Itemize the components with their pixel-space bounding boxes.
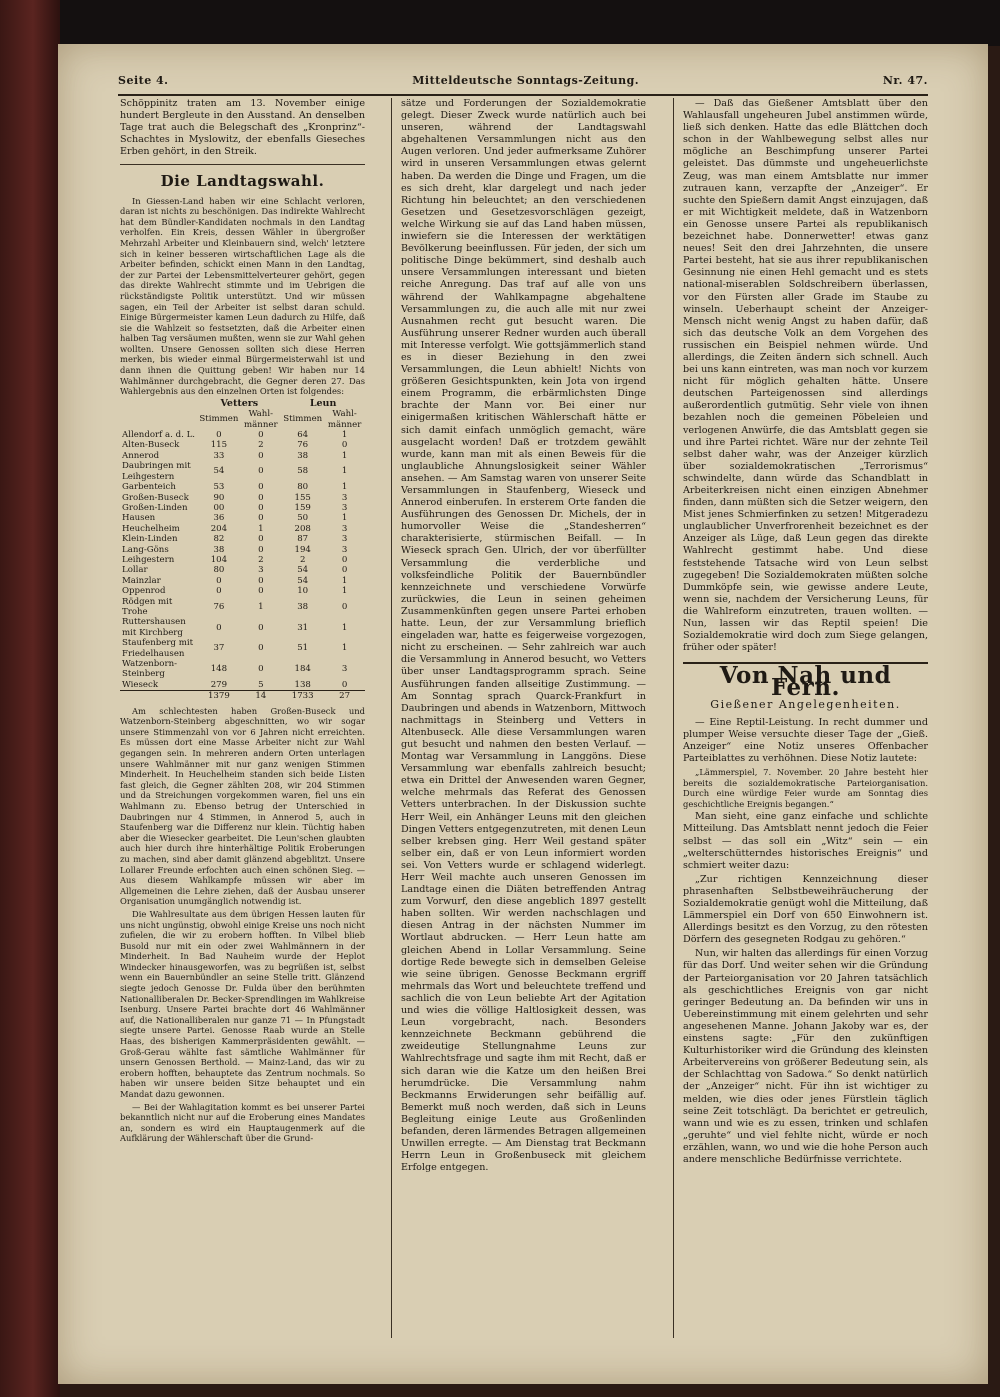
result-cell: 64 [297, 430, 309, 441]
result-cell: 1 [341, 430, 348, 441]
table-row [120, 555, 365, 565]
table-row [120, 524, 365, 534]
result-cell: 0 [216, 575, 222, 586]
result-cell: 0 [258, 492, 264, 503]
result-cell: 0 [216, 622, 222, 633]
result-cell: 155 [294, 492, 311, 503]
table-header-blank [120, 409, 197, 430]
result-cell: 1 [341, 450, 348, 461]
result-cell: 0 [258, 575, 264, 586]
result-cell: 184 [294, 664, 311, 675]
result-cell: 00 [213, 502, 225, 513]
result-cell: 80 [297, 482, 309, 493]
election-results-table [120, 399, 365, 702]
table-row [120, 565, 365, 575]
place-name-cell: Klein-Linden [122, 534, 178, 545]
result-cell: 2 [299, 554, 306, 565]
results-body [120, 430, 365, 691]
place-name-cell: Ruttershausen mit Kirchberg [122, 617, 186, 638]
result-cell: 82 [213, 534, 225, 545]
result-cell: 10 [297, 586, 309, 597]
place-name-cell: Annerod [122, 450, 160, 461]
result-cell: 1 [341, 586, 348, 597]
result-cell: 1 [258, 601, 264, 612]
result-cell: 194 [294, 544, 311, 555]
page-header [118, 74, 928, 92]
result-cell: 138 [294, 679, 311, 690]
result-cell: 0 [258, 450, 264, 461]
table-row [120, 638, 365, 659]
result-cell: 115 [210, 440, 228, 451]
result-cell: 1 [258, 523, 264, 534]
result-cell: 76 [213, 601, 225, 612]
place-name-cell: Oppenrod [122, 586, 166, 597]
total-cell: 1733 [281, 691, 324, 702]
place-name-cell: Lollar [122, 565, 148, 576]
result-cell: 0 [216, 586, 222, 597]
result-cell: 0 [341, 679, 348, 690]
table-row [120, 534, 365, 544]
result-cell: 54 [297, 565, 309, 576]
column-1 [120, 98, 365, 1343]
result-cell: 58 [297, 466, 309, 477]
result-cell: 53 [213, 482, 225, 493]
article-paragraph: Man sieht, eine ganz einfache und schlichte Mitteilung. Das Amtsblatt nennt jedoch die Feier selbst — das soll ein „Witz“ sein — ein „welterschütterndes historisches Ereignis“ und schmiert weiter dazu: [683, 811, 928, 871]
result-cell: 5 [258, 679, 264, 690]
column-3 [683, 98, 928, 1343]
column-divider [673, 98, 674, 1338]
quoted-notice: „Lämmerspiel, 7. November. 20 Jahre besteht hier bereits die sozialdemokratische Parteiorganisation. Durch eine würdige Feier wurde am Sonntag dies geschichtliche Ereignis begangen.“ [683, 766, 928, 809]
place-name-cell: Garbenteich [122, 482, 176, 493]
result-cell: 50 [297, 513, 309, 524]
place-name-cell: Wieseck [122, 679, 159, 690]
total-cell: 27 [324, 691, 365, 702]
table-header-party-1: Vetters [220, 397, 259, 409]
result-cell: 1 [341, 575, 348, 586]
result-cell: 0 [258, 586, 264, 597]
article-paragraph: — Daß das Gießener Amtsblatt über den Wahlausfall ungeheuren Jubel anstimmen würde, ließ sich denken. Hatte das edle Blättchen doch schon in der Wahlbewegung selbst alles nur mögliche an Beschimpfung unserer Partei geleistet. Das dümmste und ungeheuerlichste Zeug, was man einem Amtsblatte nur immer zutrauen kann, verzapfte der „Anzeiger“. Er suchte den Spießern damit Angst einzujagen, daß er mit Wichtigkeit meldete, daß in Watzenborn ein Genosse unsere Partei als republikanisch bezeichnet habe. Donnerwetter! etwas ganz neues! Seit den drei Jahrzehnten, die unsere Partei besteht, hat sie aus ihrer republikanischen Gesinnung nie einen Hehl gemacht und es stets national-miserablen Soldschreibern überlassen, vor den Fürsten aller Grade im Staube zu winseln. Ueberhaupt scheint der Anzeiger-Mensch nicht wenig Angst zu haben dafür, daß sich das deutsche Volk an dem Vorgehen des russischen ein Beispiel nehmen würde. Und allerdings, die Zeiten ändern sich schnell. Auch bei uns kann eintreten, was man noch vor kurzem nicht für möglich gehalten hätte. Unsere deutschen Parteigenossen sind allerdings außerordentlich gutmütig. Sehr viele von ihnen bezahlen noch die gemeinen Pöbeleien und verlogenen Anwürfe, die das Amtsblatt gegen sie und ihre Partei richtet. Wäre nur der zehnte Teil selbst daher wahr, was der Anzeiger kürzlich über sozialdemokratischen „Terrorismus“ schwindelte, dann würde das Schandblatt in Arbeiterkreisen nicht einen einzigen Abnehmer finden, dann müßten sich die Setzer weigern, den Mist jenes Schmierfinken zu setzen! Mitgeradezu unglaublicher Unverfrorenheit bezeichnet es der Anzeiger als Lüge, daß Leun gegen das direkte Wahlrecht gestimmt habe. Und diese feststehende Tatsache wird von Leun selbst zugegeben! Die Sozialdemokraten müßten solche Dummköpfe sein, wie gewisse andere Leute, wenn sie, nachdem der Versicherung Leuns, für die Wahlreform einzutreten, trauen wollten. — Nun, lassen wir das Reptil speien! Die Sozialdemokratie wird doch zum Siege gelangen, früher oder später! [683, 98, 928, 654]
total-cell: 1379 [197, 691, 240, 702]
column-2 [401, 98, 646, 1343]
page-number: Seite 4. [118, 74, 169, 87]
result-cell: 0 [258, 544, 264, 555]
table-row [120, 461, 365, 482]
result-cell: 0 [341, 554, 348, 565]
result-cell: 0 [258, 622, 264, 633]
total-cell: 14 [240, 691, 281, 702]
result-cell: 2 [258, 554, 264, 565]
table-row [120, 545, 365, 555]
result-cell: 0 [258, 466, 264, 477]
place-name-cell: Großen-Buseck [122, 492, 189, 503]
scan-top-edge [0, 0, 1000, 46]
result-cell: 148 [210, 664, 228, 675]
table-total-row [120, 691, 365, 702]
table-header-stimmen-2: Stimmen [283, 414, 323, 425]
place-name-cell: Rödgen mit Trohe [122, 596, 173, 617]
table-row [120, 430, 365, 440]
table-header-wahlmaenner-2: Wahl-männer [327, 409, 362, 430]
table-header-ort [120, 399, 197, 409]
article-paragraph: Am schlechtesten haben Großen-Buseck und Watzenborn-Steinberg abgeschnitten, wo wir sogar unsere Stimmenzahl von vor 6 Jahren nicht erreichten. Es müssen dort eine Masse Arbeiter nicht zur Wahl gegangen sein. In mehreren andern Orten unterlagen unsere Wahlmänner mit nur ganz wenigen Stimmen Minderheit. In Heuchelheim standen sich beide Listen fast gleich, die Gegner zählten 208, wir 204 Stimmen und da Streichungen vorgekommen waren, fiel uns ein Wahlmann zu. Ebenso betrug der Unterschied in Daubringen nur 4 Stimmen, in Annerod 5, auch in Staufenberg war die Differenz nur klein. Tüchtig haben aber die Wiesecker gearbeitet. Die Leun'schen glaubten auch hier durch ihre hinterhältige Politik Eroberungen zu machen, sind aber damit glänzend abgeblitzt. Unsere Lollarer Freunde erfochten auch einen schönen Sieg. — Aus diesem Wahlkampfe müssen wir aber im Allgemeinen die Lehre ziehen, daß der Ausbau unserer Organisation unumgänglich notwendig ist. [120, 705, 365, 907]
result-cell: 159 [294, 502, 311, 513]
result-cell: 36 [213, 513, 225, 524]
result-cell: 0 [258, 482, 264, 493]
result-cell: 0 [258, 664, 264, 675]
result-cell: 0 [258, 643, 264, 654]
result-cell: 208 [294, 523, 311, 534]
result-cell: 76 [297, 440, 309, 451]
result-cell: 279 [210, 679, 228, 690]
place-name-cell: Watzenborn-Steinberg [122, 659, 178, 680]
article-title-landtagswahl: Die Landtagswahl. [160, 172, 325, 191]
article-paragraph: Nun, wir halten das allerdings für einen Vorzug für das Dorf. Und weiter sehen wir die Gründung der Parteiorganisation vor 20 Jahren tatsächlich als geschichtliches Ereignis von gar nicht geringer Bedeutung an. Da befinden wir uns in Uebereinstimmung mit einem gelehrten und sehr angesehenen Manne. Johann Jakoby war es, der einstens sagte: „Für den zukünftigen Kulturhistoriker wird die Gründung des kleinsten Arbeitervereins von größerer Bedeutung sein, als der Schlachttag von Sadowa.“ So denkt natürlich der „Anzeiger“ nicht. Für ihn ist wichtiger zu melden, wie dies oder jenes Fürstlein täglich seine Zeit totschlägt. Da berichtet er getreulich, wann und wie es zu essen, trinken und schlafen „geruhte“ und viel fehlte nicht, würde er noch erzählen, wann, wo und wie die hohe Person auch andere menschliche Bedürfnisse verrichtete. [683, 948, 928, 1165]
table-row [120, 482, 365, 492]
place-name-cell: Lang-Göns [122, 544, 169, 555]
result-cell: 1 [341, 622, 348, 633]
place-name-cell: Leihgestern [122, 554, 175, 565]
place-name-cell: Daubringen mit Leihgestern [122, 461, 191, 482]
table-header-stimmen-1: Stimmen [199, 414, 239, 425]
place-name-cell: Alten-Buseck [122, 440, 180, 451]
result-cell: 3 [341, 492, 348, 503]
result-cell: 54 [213, 466, 225, 477]
result-cell: 3 [341, 544, 348, 555]
article-paragraph: sätze und Forderungen der Sozialdemokratie gelegt. Dieser Zweck wurde natürlich auch bei unseren, während der Landtagswahl abgehaltenen Versammlungen nicht aus den Augen verloren. Und jeder aufmerksame Zuhörer wird in unseren Versammlungen etwas gelernt haben. Da werden die Dinge und Fragen, um die es sich dreht, klar dargelegt und nach jeder Richtung hin beleuchtet; an den verschiedenen Gesetzen und Gesetzesvorschlägen gezeigt, welche Wirkung sie auf das Land haben müssen, inwiefern sie die Interessen der werktätigen Bevölkerung beeinflussen. Für jeden, der sich um politische Dinge bekümmert, sind deshalb auch unsere Versammlungen interessant und bieten reiche Anregung. Das traf auf alle von uns während der Wahlkampagne abgehaltene Versammlungen zu, die auch alle mit nur zwei Ausnahmen recht gut besucht waren. Die Ausführung unserer Redner wurden auch überall mit Interesse verfolgt. Wie gottsjämmerlich stand es in dieser Beziehung in den zwei Versammlungen, die Leun abhielt! Nichts von größeren Gesichtspunkten, kein Jota von irgend einem Programm, die erbärmlichsten Dinge brachte der Mann vor. Bei einer nur einigermaßen kritischen Wählerschaft hätte er sich damit einfach unmöglich gemacht, wäre ausgelacht worden! Daß er trotzdem gewählt wurde, kann man mit als einen Beweis für die unglaubliche Ahnungslosigkeit seiner Wähler ansehen. — Am Samstag waren von unserer Seite Versammlungen in Staufenberg, Wieseck und Annerod einberufen. In ersterem Orte fanden die Ausführungen des Genossen Dr. Michels, der in humorvoller Weise die „Standesherren“ charakterisierte, stürmischen Beifall. — In Wieseck sprach Gen. Ulrich, der vor überfüllter Versammlung die verderbliche und volksfeindliche Politik der Bauernbündler kennzeichnete und verschiedene Vorwürfe zurückwies, die Leun in seinen geheimen Zusammenkünften gegen unsere Partei erhoben hatte. Leun, der zur Versammlung brieflich eingeladen war, hatte es feigerweise vorgezogen, nicht zu erscheinen. — Sehr zahlreich war auch die Versammlung in Annerod besucht, wo Vetters über unser Landtagsprogramm sprach. Seine Ausführungen fanden allseitige Zustimmung. — Am Sonntag sprach Quarck-Frankfurt in Daubringen und abends in Watzenborn, Mittwoch nachmittags in Steinberg und Vetters in Altenbuseck. Alle diese Versammlungen waren gut besucht und nahmen den besten Verlauf. — Montag war Versammlung in Langgöns. Diese Versammlung war ebenfalls zahlreich besucht; etwa ein Drittel der Anwesenden waren Gegner, welche mehrmals das Referat des Genossen Vetters unterbrachen. In der Diskussion suchte Herr Weil, ein Anhänger Leuns mit den gleichen Dingen Vetters entgegenzutreten, mit denen Leun selber krebsen ging. Herr Weil gestand später selber ein, daß er von Leun informiert worden sei. Von Vetters wurde er schlagend widerlegt. Herr Weil machte auch unseren Genossen im Landtage einen die Diäten betreffenden Antrag zum Vorwurf, den diese angeblich 1897 gestellt haben sollten. Wir werden nachschlagen und diesen Antrag in der nächsten Nummer im Wortlaut abdrucken. — Herr Leun hatte am gleichen Abend in Lollar Versammlung. Seine dortige Rede bewegte sich in demselben Geleise wie seine übrigen. Genosse Beckmann ergriff mehrmals das Wort und beleuchtete treffend und sachlich die von Leun beliebte Art der Agitation und wies die völlige Haltlosigkeit dessen, was Leun vorgebracht, nach. Besonders kennzeichnete Beckmann gebührend die zweideutige Stellungnahme Leuns zur Wahlrechtsfrage und sagte ihm mit Recht, daß er sich daran wie die Katze um den heißen Brei herumdrücke. Die Versammlung nahm Beckmanns Erwiderungen sehr beifällig auf. Bemerkt muß noch werden, daß sich in Leuns Begleitung einige Leute aus Großenlinden befanden, deren lärmendes Betragen allgemeinen Unwillen erregte. — Am Dienstag trat Beckmann Herrn Leun in Großenbuseck mit gleichem Erfolge entgegen. [401, 98, 646, 1174]
result-cell: 51 [297, 643, 309, 654]
column-divider [391, 98, 392, 1338]
strike-report: Schöppinitz traten am 13. November einige hundert Bergleute in den Ausstand. An denselben Tage trat auch die Belegschaft des „Kronprinz“-Schachtes in Myslowitz, der ebenfalls Gieseches Erben gehört, in den Streik. [120, 98, 365, 158]
table-row [120, 586, 365, 596]
place-name-cell: Heuchelheim [122, 523, 180, 534]
result-cell: 90 [213, 492, 225, 503]
result-cell: 87 [297, 534, 309, 545]
result-cell: 0 [258, 502, 264, 513]
result-cell: 3 [341, 534, 348, 545]
result-cell: 38 [213, 544, 225, 555]
result-cell: 54 [297, 575, 309, 586]
newspaper-page [58, 44, 988, 1384]
result-cell: 3 [341, 664, 348, 675]
place-name-cell: Hausen [122, 513, 156, 524]
table-row [120, 513, 365, 523]
table-header-party-2: Leun [309, 397, 337, 409]
place-name-cell: Allendorf a. d. L. [122, 430, 196, 441]
table-row [120, 503, 365, 513]
table-row [120, 493, 365, 503]
article-paragraph: Die Wahlresultate aus dem übrigen Hessen lauten für uns nicht ungünstig, obwohl einige Kreise uns noch nicht zufielen, die wir zu erobern hofften. In Vilbel blieb Busold nur mit ein oder zwei Wahlmännern in der Minderheit. In Bad Nauheim wurde der Heplot Windecker hinausgeworfen, was zu begrüßen ist, selbst wenn ein Bauernbündler an seine Stelle tritt. Glänzend siegte jedoch Genosse Dr. Fulda über den berühmten Nationalliberalen Dr. Becker-Sprendlingen im Wahlkreise Isenburg. Unsere Partei brachte dort 46 Wahlmänner auf, die Nationalliberalen nur ganze 71 — In Pfungstadt siegte unsere Partei. Genosse Raab wurde an Stelle Haas, des bisherigen Kammerpräsidenten gewählt. — Groß-Gerau wählte fast sämtliche Wahlmänner für unsern Genossen Berthold. — Mainz-Land, das wir zu erobern hofften, behauptete das Zentrum nochmals. So haben wir unsere beiden Sitze behauptet und ein Mandat dazu gewonnen. [120, 908, 365, 1099]
table-row [120, 659, 365, 680]
article-paragraph: — Eine Reptil-Leistung. In recht dummer und plumper Weise versuchte dieser Tage der „Gieß. Anzeiger“ eine Notiz unseres Offenbacher Parteiblattes zu verhöhnen. Diese Notiz lautete: [683, 716, 928, 764]
article-paragraph: — Bei der Wahlagitation kommt es bei unserer Partei bekanntlich nicht nur auf die Eroberung eines Mandates an, sondern es wird ein Hauptaugenmerk auf die Aufklärung der Wählerschaft über die Grund- [120, 1101, 365, 1144]
issue-number: Nr. 47. [882, 74, 928, 87]
result-cell: 3 [341, 523, 348, 534]
result-cell: 38 [297, 601, 309, 612]
result-cell: 0 [341, 601, 348, 612]
result-cell: 80 [213, 565, 225, 576]
result-cell: 1 [341, 643, 348, 654]
result-cell: 3 [258, 565, 264, 576]
result-cell: 1 [341, 482, 348, 493]
result-cell: 0 [341, 440, 348, 451]
result-cell: 104 [210, 554, 228, 565]
table-row [120, 617, 365, 638]
section-divider [120, 164, 365, 165]
section-subtitle: Gießener Angelegenheiten. [710, 697, 901, 711]
result-cell: 38 [297, 450, 309, 461]
result-cell: 204 [210, 523, 228, 534]
table-row [120, 576, 365, 586]
header-rule [118, 94, 928, 96]
table-row [120, 680, 365, 691]
place-name-cell: Staufenberg mit Friedelhausen [122, 638, 194, 659]
result-cell: 0 [341, 565, 348, 576]
result-cell: 1 [341, 466, 348, 477]
result-cell: 0 [216, 430, 222, 441]
result-cell: 0 [258, 430, 264, 441]
total-label [120, 691, 197, 702]
result-cell: 2 [258, 440, 264, 451]
book-binding [0, 0, 60, 1397]
section-title-von-nah-und-fern: Von Nah und Fern. [719, 662, 892, 702]
result-cell: 37 [213, 643, 225, 654]
result-cell: 3 [341, 502, 348, 513]
result-cell: 0 [258, 534, 264, 545]
table-row [120, 440, 365, 450]
newspaper-title: Mitteldeutsche Sonntags-Zeitung. [412, 74, 640, 87]
table-row [120, 597, 365, 618]
article-paragraph: In Giessen-Land haben wir eine Schlacht verloren, daran ist nichts zu beschönigen. Das indirekte Wahlrecht hat dem Bündler-Kandidaten nochmals in den Landtag verholfen. Ein Kreis, dessen Wähler in übergroßer Mehrzahl Arbeiter und Kleinbauern sind, welch' letztere sich in keiner besseren wirtschaftlichen Lage als die Arbeiter befinden, schickt einen Mann in den Landtag, der zur Partei der Lebensmittelverteurer gehört, gegen das direkte Wahlrecht stimmte und im Uebrigen die rückständigste Politik unterstützt. Und wir müssen sagen, ein Teil der Arbeiter ist selbst daran schuld. Einige Bürgermeister kamen Leun dadurch zu Hilfe, daß sie die Wahlzeit so festsetzten, daß die Arbeiter einen halben Tag versäumen mußten, wenn sie zur Wahl gehen wollten. Unsere Genossen sollten sich diese Herren merken, bis wieder einmal Bürgermeisterwahl ist und dann ihnen die Quittung geben! Wir haben nur 14 Wahlmänner durchgebracht, die Gegner deren 27. Das Wahlergebnis aus den einzelnen Orten ist folgendes: [120, 195, 365, 397]
place-name-cell: Großen-Linden [122, 502, 188, 513]
result-cell: 0 [258, 513, 264, 524]
result-cell: 33 [213, 450, 225, 461]
result-cell: 31 [297, 622, 309, 633]
table-header-wahlmaenner-1: Wahl-männer [244, 409, 278, 430]
place-name-cell: Mainzlar [122, 575, 161, 586]
table-row [120, 451, 365, 461]
quoted-notice: „Zur richtigen Kennzeichnung dieser phrasenhaften Selbstbeweihräucherung der Sozialdemokratie genügt wohl die Mitteilung, daß Lämmerspiel ein Dorf von 650 Einwohnern ist. Allerdings besitzt es den Vorzug, zu den rötesten Dörfern des gesegneten Rodgau zu gehören.“ [683, 873, 928, 946]
result-cell: 1 [341, 513, 348, 524]
